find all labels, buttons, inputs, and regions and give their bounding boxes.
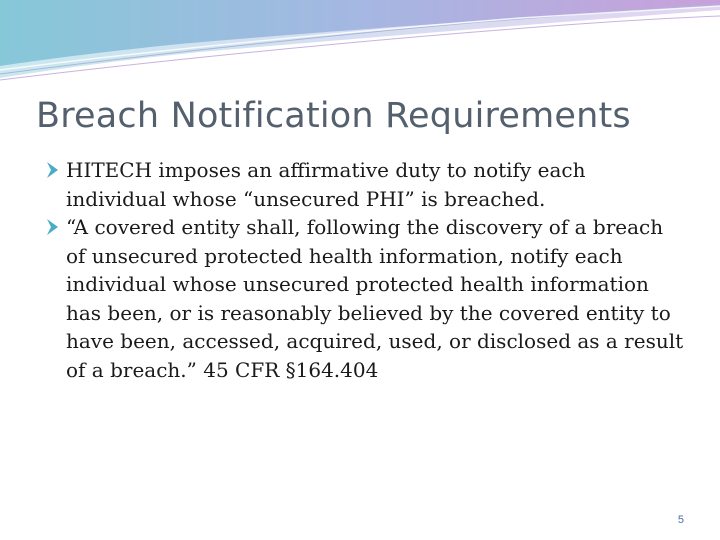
- bullet-item: [44, 156, 684, 213]
- bullet-item: [44, 213, 684, 384]
- arrow-bullet-icon: [44, 159, 62, 181]
- bullet-text: “A covered entity shall, following the discovery of a breach of unsecured protected health information, notify each individual whose unsecured protected health information has been, or is reasonably believed by the covered entity to have been, accessed, acquired, used, or disclosed as a result of a breach.” 45 CFR §164.404: [66, 215, 684, 382]
- bullet-text: HITECH imposes an affirmative duty to notify each individual whose “unsecured PHI” is breached.: [66, 158, 586, 211]
- header-wave-decoration: [0, 0, 720, 90]
- bullet-list: [44, 156, 684, 384]
- arrow-bullet-icon: [44, 216, 62, 238]
- slide-title: Breach Notification Requirements: [36, 96, 631, 136]
- page-number: 5: [677, 514, 684, 526]
